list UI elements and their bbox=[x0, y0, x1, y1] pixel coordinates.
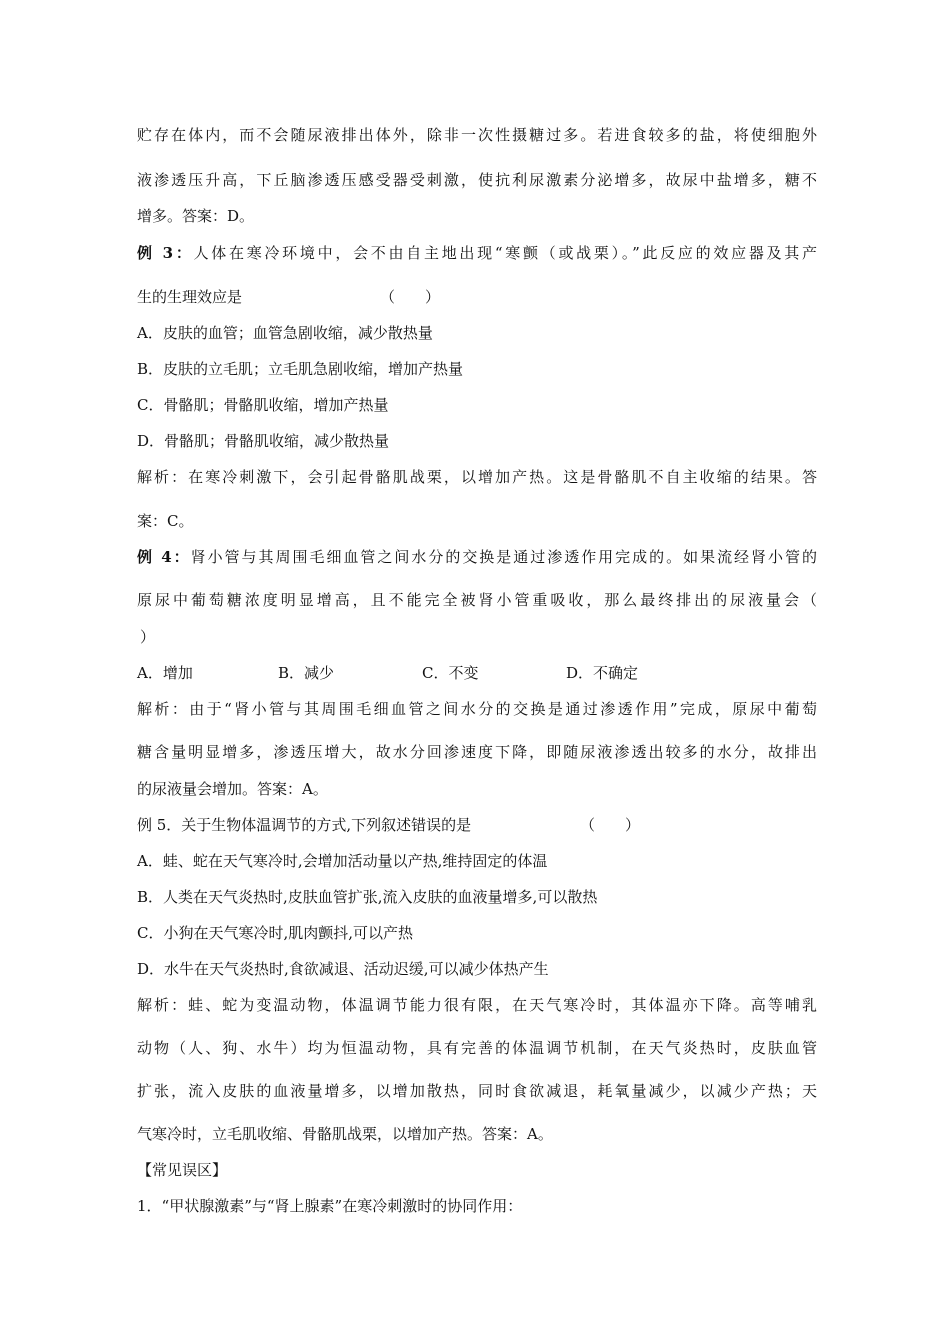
example-4-question-line-3: ） bbox=[140, 628, 156, 646]
answer-parentheses: （ ） bbox=[380, 288, 441, 306]
example-5-analysis-line-4: 气寒冷时，立毛肌收缩、骨骼肌战栗，以增加产热。答案：A。 bbox=[137, 1125, 553, 1143]
example-4-question-text: 肾小管与其周围毛细血管之间水分的交换是通过渗透作用完成的。如果流经肾小管的 bbox=[190, 548, 817, 566]
example-5-option-c: C．小狗在天气寒冷时,肌肉颤抖,可以产热 bbox=[137, 924, 414, 942]
example-5-option-d: D．水牛在天气炎热时,食欲减退、活动迟缓,可以减少体热产生 bbox=[137, 960, 549, 978]
intro-line-1: 贮存在体内，而不会随尿液排出体外，除非一次性摄糖过多。若进食较多的盐，将使细胞外 bbox=[137, 126, 817, 144]
example-4-analysis-line-3: 的尿液量会增加。答案：A。 bbox=[137, 780, 328, 798]
example-4-option-b: B．减少 bbox=[278, 664, 335, 682]
example-4-question-line-1 bbox=[137, 547, 817, 567]
example-4-label: 例 4： bbox=[137, 548, 191, 566]
example-4-option-c: C．不变 bbox=[422, 664, 479, 682]
example-5-analysis-line-1: 解析：蛙、蛇为变温动物，体温调节能力很有限，在天气寒冷时，其体温亦下降。高等哺乳 bbox=[137, 996, 817, 1014]
example-4-option-a: A．增加 bbox=[137, 664, 193, 682]
example-4-analysis-line-2: 糖含量明显增多，渗透压增大，故水分回渗速度下降，即随尿液渗透出较多的水分，故排出 bbox=[137, 743, 817, 761]
example-3-analysis-line-2: 案：C。 bbox=[137, 512, 194, 530]
intro-line-2: 液渗透压升高，下丘脑渗透压感受器受刺激，使抗利尿激素分泌增多，故尿中盐增多，糖不 bbox=[137, 171, 817, 189]
example-5-analysis-line-2: 动物（人、狗、水牛）均为恒温动物，具有完善的体温调节机制，在天气炎热时，皮肤血管 bbox=[137, 1039, 817, 1057]
example-5-option-a: A．蛙、蛇在天气寒冷时,会增加活动量以产热,维持固定的体温 bbox=[137, 852, 548, 870]
example-3-question-text-2: 生的生理效应是 bbox=[137, 288, 243, 306]
section-heading-common-mistakes: 【常见误区】 bbox=[137, 1161, 228, 1179]
example-4-option-d: D．不确定 bbox=[566, 664, 639, 682]
answer-parentheses: （ ） bbox=[580, 816, 641, 834]
example-4-question-line-2: 原尿中葡萄糖浓度明显增高，且不能完全被肾小管重吸收，那么最终排出的尿液量会（ bbox=[137, 591, 817, 609]
example-3-label: 例 3： bbox=[137, 244, 194, 262]
example-5-option-b: B．人类在天气炎热时,皮肤血管扩张,流入皮肤的血液量增多,可以散热 bbox=[137, 888, 598, 906]
mistake-item-1: 1．“甲状腺激素”与“肾上腺素”在寒冷刺激时的协同作用： bbox=[137, 1197, 523, 1215]
example-5-question bbox=[137, 815, 817, 835]
example-5-question-text: 例 5．关于生物体温调节的方式,下列叙述错误的是 bbox=[137, 816, 472, 834]
example-3-question-line-2 bbox=[137, 287, 817, 307]
example-3-question-text: 人体在寒冷环境中，会不由自主地出现“寒颤（或战栗）。”此反应的效应器及其产 bbox=[193, 244, 817, 262]
example-3-option-c: C．骨骼肌；骨骼肌收缩，增加产热量 bbox=[137, 396, 389, 414]
example-3-analysis-line-1: 解析：在寒冷刺激下，会引起骨骼肌战栗，以增加产热。这是骨骼肌不自主收缩的结果。答 bbox=[137, 468, 817, 486]
example-3-option-a: A．皮肤的血管；血管急剧收缩，减少散热量 bbox=[137, 324, 433, 342]
example-4-analysis-line-1: 解析：由于“肾小管与其周围毛细血管之间水分的交换是通过渗透作用”完成，原尿中葡萄 bbox=[137, 700, 817, 718]
example-3-option-d: D．骨骼肌；骨骼肌收缩，减少散热量 bbox=[137, 432, 390, 450]
example-5-analysis-line-3: 扩张，流入皮肤的血液量增多，以增加散热，同时食欲减退，耗氧量减少，以减少产热；天 bbox=[137, 1082, 817, 1100]
example-3-question-line-1 bbox=[137, 243, 817, 263]
example-3-option-b: B．皮肤的立毛肌；立毛肌急剧收缩，增加产热量 bbox=[137, 360, 464, 378]
intro-line-3: 增多。答案：D。 bbox=[137, 207, 255, 225]
